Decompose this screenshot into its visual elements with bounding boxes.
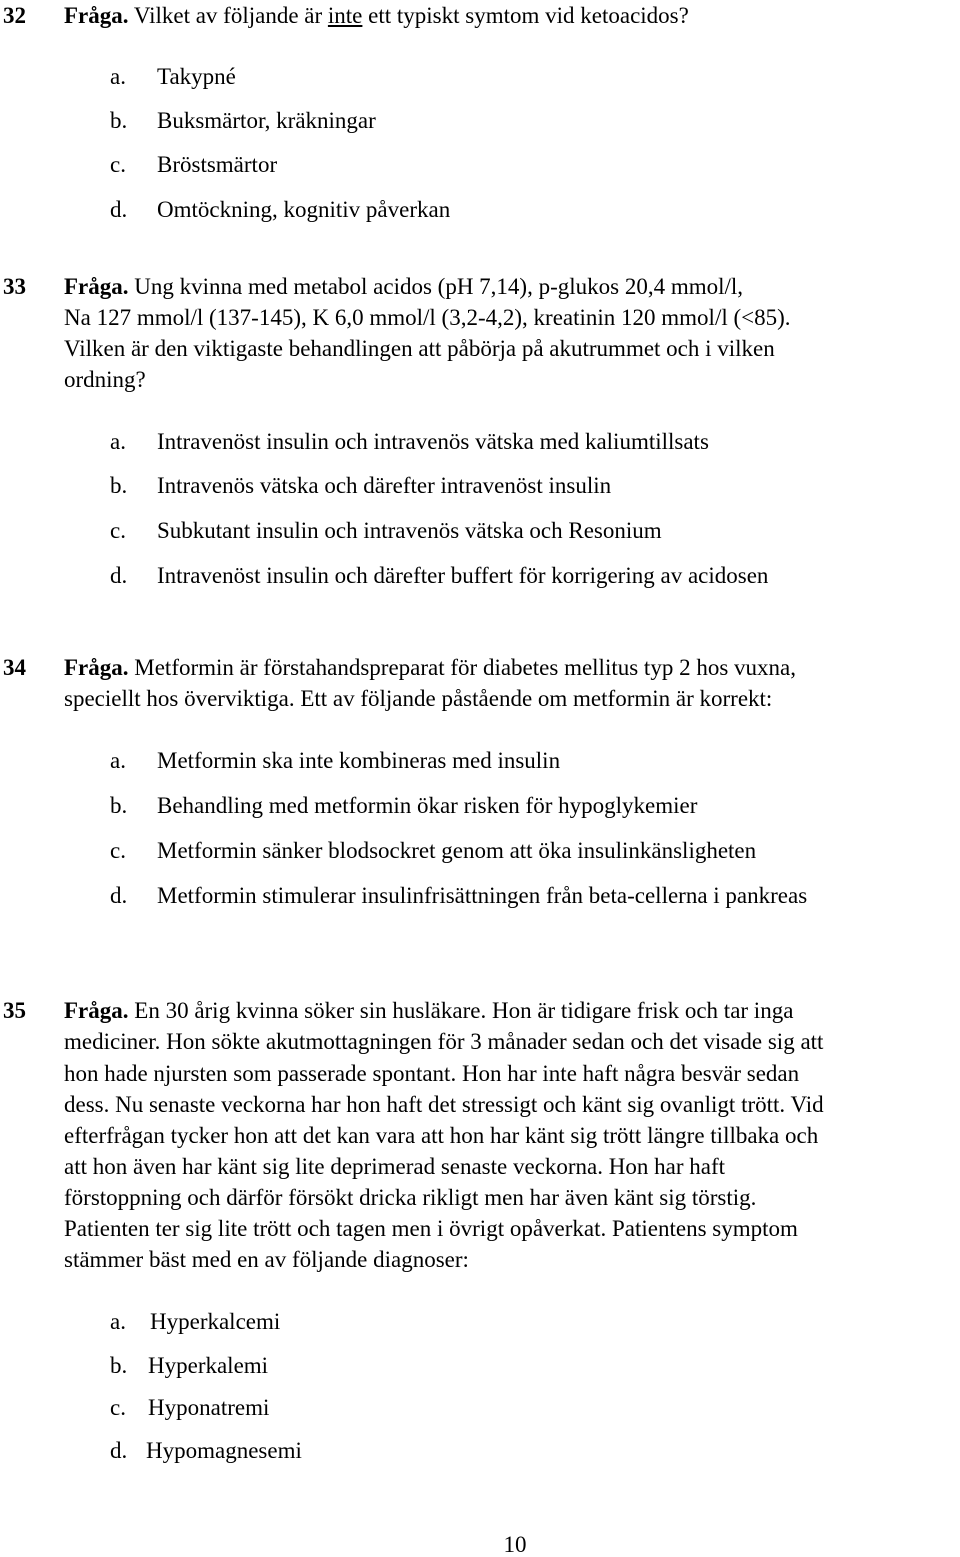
question-35-line-8: Patienten ter sig lite trött och tagen men i övrigt opåverkat. Patientens symptom <box>64 1216 798 1241</box>
option-text: Intravenöst insulin och intravenös vätska med kaliumtillsats <box>157 429 709 454</box>
question-32-underlined: inte <box>327 3 363 28</box>
option-text: Takypné <box>157 64 236 89</box>
question-number-34: 34 <box>3 655 26 680</box>
option-letter: b. <box>110 1353 128 1378</box>
question-label: Fråga. <box>64 998 129 1023</box>
option-letter: a. <box>110 64 126 89</box>
question-35-line-5: efterfrågan tycker hon att det kan vara att hon har känt sig trött längre tillbaka och <box>64 1123 819 1148</box>
option-text: Intravenös vätska och därefter intravenöst insulin <box>157 473 612 498</box>
option-letter: d. <box>110 883 128 908</box>
question-label: Fråga. <box>64 274 129 299</box>
option-letter: a. <box>110 1309 126 1334</box>
option-letter: c. <box>110 838 126 863</box>
option-text: Metformin sänker blodsockret genom att öka insulinkänsligheten <box>157 838 757 863</box>
option-text: Hyperkalemi <box>148 1353 269 1378</box>
question-label: Fråga. <box>64 3 129 28</box>
option-letter: d. <box>110 1438 128 1463</box>
option-text: Bröstsmärtor <box>157 152 278 177</box>
question-33-line-1 <box>64 275 743 298</box>
question-35-line-3: hon hade njursten som passerade spontant. Hon har inte haft några besvär sedan <box>64 1061 800 1086</box>
question-35-line-6: att hon även har känt sig lite deprimerad senaste veckorna. Hon har haft <box>64 1154 726 1179</box>
question-34-text: Metformin är förstahandspreparat för diabetes mellitus typ 2 hos vuxna, <box>134 655 796 680</box>
question-34-line-2: speciellt hos överviktiga. Ett av följande påstående om metformin är korrekt: <box>64 686 773 711</box>
option-letter: c. <box>110 518 126 543</box>
question-33-line-2: Na 127 mmol/l (137-145), K 6,0 mmol/l (3,2-4,2), kreatinin 120 mmol/l (<85). <box>64 305 791 330</box>
option-text: Subkutant insulin och intravenös vätska och Resonium <box>157 518 662 543</box>
option-letter: d. <box>110 563 128 588</box>
page-number: 10 <box>503 1532 527 1557</box>
option-letter: c. <box>110 152 126 177</box>
option-text: Metformin stimulerar insulinfrisättningen från beta-cellerna i pankreas <box>157 883 808 908</box>
option-letter: b. <box>110 473 128 498</box>
question-number-35: 35 <box>3 998 26 1023</box>
question-35-line-1 <box>64 999 793 1022</box>
question-32-stem <box>64 4 689 27</box>
question-35-line-7: förstoppning och därför försökt dricka rikligt men har även känt sig törstig. <box>64 1185 757 1210</box>
option-text: Metformin ska inte kombineras med insulin <box>157 748 561 773</box>
question-35-line-2: mediciner. Hon sökte akutmottagningen för 3 månader sedan och det visade sig att <box>64 1029 824 1054</box>
option-letter: a. <box>110 748 126 773</box>
option-letter: b. <box>110 108 128 133</box>
option-text: Hyponatremi <box>148 1395 270 1420</box>
option-letter: c. <box>110 1395 126 1420</box>
option-text: Hypomagnesemi <box>146 1438 302 1463</box>
option-letter: b. <box>110 793 128 818</box>
question-32-text-after: ett typiskt symtom vid ketoacidos? <box>362 3 689 28</box>
option-text: Buksmärtor, kräkningar <box>157 108 376 133</box>
question-33-line-3: Vilken är den viktigaste behandlingen att påbörja på akutrummet och i vilken <box>64 336 775 361</box>
question-35-line-9: stämmer bäst med en av följande diagnoser: <box>64 1247 469 1272</box>
option-text: Omtöckning, kognitiv påverkan <box>157 197 451 222</box>
option-text: Hyperkalcemi <box>150 1309 281 1334</box>
question-33-line-4: ordning? <box>64 367 146 392</box>
option-text: Intravenöst insulin och därefter buffert för korrigering av acidosen <box>157 563 769 588</box>
question-number-33: 33 <box>3 274 26 299</box>
question-number-32: 32 <box>3 3 26 28</box>
question-33-text: Ung kvinna med metabol acidos (pH 7,14), p-glukos 20,4 mmol/l, <box>134 274 744 299</box>
question-35-line-4: dess. Nu senaste veckorna har hon haft det stressigt och känt sig ovanligt trött. Vid <box>64 1092 824 1117</box>
option-letter: d. <box>110 197 128 222</box>
question-label: Fråga. <box>64 655 129 680</box>
option-text: Behandling med metformin ökar risken för hypoglykemier <box>157 793 698 818</box>
question-34-line-1 <box>64 656 796 679</box>
option-letter: a. <box>110 429 126 454</box>
question-32-text-before: Vilket av följande är <box>133 3 328 28</box>
question-35-text: En 30 årig kvinna söker sin husläkare. Hon är tidigare frisk och tar inga <box>134 998 794 1023</box>
